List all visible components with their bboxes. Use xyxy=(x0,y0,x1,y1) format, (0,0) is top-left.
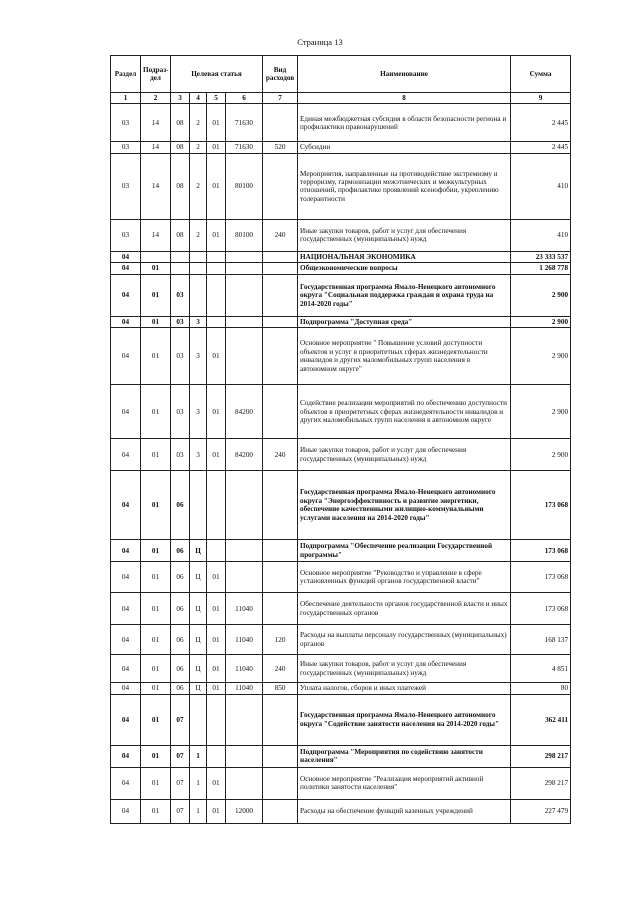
cs1-cell: 07 xyxy=(171,799,190,823)
podrazdel-cell: 01 xyxy=(141,655,171,683)
razdel-cell: 03 xyxy=(111,142,141,153)
name-cell: Государственная программа Ямало-Ненецкого автономного округа "Социальная поддержка граждан и охрана труда на 2014-2020 годы" xyxy=(298,274,511,316)
sum-cell: 227 479 xyxy=(511,799,571,823)
cs1-cell xyxy=(171,251,190,262)
podrazdel-cell: 14 xyxy=(141,219,171,251)
table-row xyxy=(111,767,571,799)
cs4-cell: 11040 xyxy=(226,683,263,694)
sum-cell: 2 900 xyxy=(511,316,571,327)
cs2-cell: Ц xyxy=(190,593,207,625)
cs3-cell: 01 xyxy=(207,767,226,799)
table-row xyxy=(111,471,571,540)
name-cell: Расходы на обеспечение функций казенных учреждений xyxy=(298,799,511,823)
podrazdel-cell: 01 xyxy=(141,471,171,540)
vid-cell: 520 xyxy=(263,142,298,153)
name-cell: Подпрограмма "Обеспечение реализации Государственной программы" xyxy=(298,540,511,562)
razdel-cell: 04 xyxy=(111,251,141,262)
name-cell: Иные закупки товаров, работ и услуг для обеспечения государственных (муниципальных) нужд xyxy=(298,219,511,251)
cs2-cell xyxy=(190,694,207,745)
razdel-cell: 04 xyxy=(111,439,141,471)
table-row xyxy=(111,799,571,823)
header-vid-raskhodov: Вид расходов xyxy=(263,56,298,93)
razdel-cell: 04 xyxy=(111,767,141,799)
cs1-cell: 08 xyxy=(171,153,190,219)
cs2-cell: 2 xyxy=(190,142,207,153)
cs1-cell: 07 xyxy=(171,767,190,799)
table-row xyxy=(111,274,571,316)
cs3-cell: 01 xyxy=(207,142,226,153)
cs2-cell: Ц xyxy=(190,562,207,593)
razdel-cell: 04 xyxy=(111,799,141,823)
cs2-cell: Ц xyxy=(190,625,207,655)
sum-cell: 173 068 xyxy=(511,471,571,540)
podrazdel-cell: 01 xyxy=(141,439,171,471)
sum-cell: 1 268 778 xyxy=(511,263,571,274)
cs1-cell: 06 xyxy=(171,562,190,593)
podrazdel-cell: 01 xyxy=(141,385,171,439)
name-cell: Расходы на выплаты персоналу государственных (муниципальных) органов xyxy=(298,625,511,655)
cs2-cell: Ц xyxy=(190,540,207,562)
col-number: 2 xyxy=(141,93,171,104)
cs4-cell xyxy=(226,562,263,593)
razdel-cell: 04 xyxy=(111,471,141,540)
razdel-cell: 04 xyxy=(111,385,141,439)
cs4-cell: 71630 xyxy=(226,142,263,153)
cs1-cell: 03 xyxy=(171,274,190,316)
cs2-cell xyxy=(190,263,207,274)
name-cell: Основное мероприятие "Руководство и управление в сфере установленных функций органов государственной власти" xyxy=(298,562,511,593)
cs4-cell xyxy=(226,745,263,767)
sum-cell: 2 900 xyxy=(511,385,571,439)
razdel-cell: 04 xyxy=(111,745,141,767)
podrazdel-cell: 01 xyxy=(141,263,171,274)
cs3-cell xyxy=(207,745,226,767)
name-cell: Подпрограмма "Мероприятия по содействию занятости населения" xyxy=(298,745,511,767)
podrazdel-cell: 01 xyxy=(141,593,171,625)
cs2-cell: 2 xyxy=(190,104,207,142)
vid-cell xyxy=(263,274,298,316)
cs1-cell: 03 xyxy=(171,439,190,471)
name-cell: Содействие реализации мероприятий по обеспечению доступности объектов в приоритетных сферах жизнедеятельности инвалидов и других маломобильных групп населения в автономном округе xyxy=(298,385,511,439)
table-row xyxy=(111,540,571,562)
table-row xyxy=(111,683,571,694)
vid-cell xyxy=(263,745,298,767)
table-row xyxy=(111,439,571,471)
podrazdel-cell: 01 xyxy=(141,683,171,694)
vid-cell xyxy=(263,471,298,540)
podrazdel-cell: 01 xyxy=(141,328,171,385)
cs2-cell xyxy=(190,471,207,540)
name-cell: Государственная программа Ямало-Ненецкого автономного округа "Содействие занятости населения на 2014-2020 годы" xyxy=(298,694,511,745)
cs3-cell: 01 xyxy=(207,625,226,655)
header-razdel: Раздел xyxy=(111,56,141,93)
cs3-cell xyxy=(207,471,226,540)
cs3-cell xyxy=(207,263,226,274)
name-cell: Государственная программа Ямало-Ненецкого автономного округа "Энергоэффективность и развитие энергетики, обеспечение качественными жилищно-коммунальными услугами населения на 2014-2020 годы" xyxy=(298,471,511,540)
table-row xyxy=(111,263,571,274)
podrazdel-cell: 01 xyxy=(141,625,171,655)
table-row xyxy=(111,625,571,655)
sum-cell: 410 xyxy=(511,219,571,251)
sum-cell: 4 851 xyxy=(511,655,571,683)
razdel-cell: 04 xyxy=(111,263,141,274)
table-row xyxy=(111,694,571,745)
vid-cell xyxy=(263,694,298,745)
cs4-cell: 84200 xyxy=(226,385,263,439)
sum-cell: 2 445 xyxy=(511,142,571,153)
cs2-cell: 1 xyxy=(190,745,207,767)
cs3-cell xyxy=(207,694,226,745)
name-cell: Иные закупки товаров, работ и услуг для обеспечения государственных (муниципальных) нужд xyxy=(298,439,511,471)
cs2-cell: 3 xyxy=(190,316,207,327)
table-row xyxy=(111,219,571,251)
name-cell: Субсидии xyxy=(298,142,511,153)
podrazdel-cell: 01 xyxy=(141,799,171,823)
vid-cell xyxy=(263,562,298,593)
column-number-row xyxy=(111,93,571,104)
podrazdel-cell: 01 xyxy=(141,694,171,745)
vid-cell xyxy=(263,104,298,142)
cs1-cell xyxy=(171,263,190,274)
cs4-cell: 11040 xyxy=(226,593,263,625)
table-row xyxy=(111,153,571,219)
vid-cell xyxy=(263,263,298,274)
vid-cell: 240 xyxy=(263,655,298,683)
col-number: 7 xyxy=(263,93,298,104)
name-cell: Основное мероприятие " Повышение условий доступности объектов и услуг в приоритетных сферах жизнедеятельности инвалидов и других маломобильных групп населения в автономном округе" xyxy=(298,328,511,385)
razdel-cell: 03 xyxy=(111,104,141,142)
cs1-cell: 06 xyxy=(171,540,190,562)
vid-cell xyxy=(263,593,298,625)
podrazdel-cell: 01 xyxy=(141,562,171,593)
cs4-cell xyxy=(226,328,263,385)
cs3-cell: 01 xyxy=(207,562,226,593)
cs1-cell: 08 xyxy=(171,104,190,142)
table-row xyxy=(111,562,571,593)
col-number: 6 xyxy=(226,93,263,104)
table-row xyxy=(111,316,571,327)
vid-cell xyxy=(263,328,298,385)
vid-cell xyxy=(263,316,298,327)
cs1-cell: 08 xyxy=(171,142,190,153)
cs1-cell: 03 xyxy=(171,328,190,385)
podrazdel-cell xyxy=(141,251,171,262)
sum-cell: 23 333 537 xyxy=(511,251,571,262)
vid-cell: 240 xyxy=(263,439,298,471)
cs1-cell: 06 xyxy=(171,593,190,625)
razdel-cell: 04 xyxy=(111,540,141,562)
vid-cell: 850 xyxy=(263,683,298,694)
cs3-cell xyxy=(207,274,226,316)
cs3-cell: 01 xyxy=(207,153,226,219)
cs4-cell xyxy=(226,471,263,540)
sum-cell: 2 900 xyxy=(511,328,571,385)
sum-cell: 173 068 xyxy=(511,593,571,625)
cs3-cell: 01 xyxy=(207,655,226,683)
podrazdel-cell: 01 xyxy=(141,316,171,327)
table-row xyxy=(111,745,571,767)
table-row xyxy=(111,593,571,625)
vid-cell: 240 xyxy=(263,219,298,251)
razdel-cell: 04 xyxy=(111,683,141,694)
cs4-cell: 11040 xyxy=(226,655,263,683)
razdel-cell: 04 xyxy=(111,274,141,316)
cs4-cell: 80100 xyxy=(226,219,263,251)
table-row xyxy=(111,655,571,683)
vid-cell: 120 xyxy=(263,625,298,655)
cs3-cell xyxy=(207,540,226,562)
sum-cell: 2 900 xyxy=(511,439,571,471)
name-cell: Основное мероприятие "Реализация мероприятий активной политики занятости населения" xyxy=(298,767,511,799)
sum-cell: 298 217 xyxy=(511,767,571,799)
vid-cell xyxy=(263,385,298,439)
sum-cell: 362 411 xyxy=(511,694,571,745)
razdel-cell: 04 xyxy=(111,562,141,593)
name-cell: Иные закупки товаров, работ и услуг для обеспечения государственных (муниципальных) нужд xyxy=(298,655,511,683)
sum-cell: 2 900 xyxy=(511,274,571,316)
cs3-cell: 01 xyxy=(207,799,226,823)
col-number: 9 xyxy=(511,93,571,104)
razdel-cell: 04 xyxy=(111,593,141,625)
cs1-cell: 06 xyxy=(171,625,190,655)
podrazdel-cell: 01 xyxy=(141,767,171,799)
razdel-cell: 03 xyxy=(111,153,141,219)
cs1-cell: 07 xyxy=(171,694,190,745)
vid-cell xyxy=(263,153,298,219)
table-row xyxy=(111,385,571,439)
table-row xyxy=(111,104,571,142)
cs2-cell: Ц xyxy=(190,683,207,694)
podrazdel-cell: 01 xyxy=(141,540,171,562)
razdel-cell: 03 xyxy=(111,219,141,251)
cs2-cell: Ц xyxy=(190,655,207,683)
name-cell: Мероприятия, направленные на противодействие экстремизму и терроризму, гармонизации межэтнических и межкультурных отношений, профилактике проявлений ксенофобии, укреплению толерантности xyxy=(298,153,511,219)
cs1-cell: 03 xyxy=(171,385,190,439)
cs3-cell: 01 xyxy=(207,683,226,694)
header-celevaya-statya: Целевая статья xyxy=(171,56,263,93)
col-number: 3 xyxy=(171,93,190,104)
razdel-cell: 04 xyxy=(111,655,141,683)
sum-cell: 410 xyxy=(511,153,571,219)
name-cell: НАЦИОНАЛЬНАЯ ЭКОНОМИКА xyxy=(298,251,511,262)
podrazdel-cell: 01 xyxy=(141,745,171,767)
cs2-cell: 3 xyxy=(190,385,207,439)
table-row xyxy=(111,251,571,262)
cs2-cell: 1 xyxy=(190,767,207,799)
header-naimenovanie: Наименование xyxy=(298,56,511,93)
vid-cell xyxy=(263,251,298,262)
cs2-cell: 1 xyxy=(190,799,207,823)
cs4-cell: 11040 xyxy=(226,625,263,655)
cs4-cell xyxy=(226,767,263,799)
cs2-cell: 2 xyxy=(190,219,207,251)
razdel-cell: 04 xyxy=(111,694,141,745)
cs3-cell xyxy=(207,316,226,327)
cs3-cell: 01 xyxy=(207,104,226,142)
col-number: 1 xyxy=(111,93,141,104)
name-cell: Общеэкономические вопросы xyxy=(298,263,511,274)
cs3-cell xyxy=(207,251,226,262)
cs3-cell: 01 xyxy=(207,328,226,385)
cs1-cell: 03 xyxy=(171,316,190,327)
name-cell: Уплата налогов, сборов и иных платежей xyxy=(298,683,511,694)
budget-table xyxy=(110,55,571,824)
cs1-cell: 07 xyxy=(171,745,190,767)
cs4-cell xyxy=(226,694,263,745)
sum-cell: 173 068 xyxy=(511,540,571,562)
cs3-cell: 01 xyxy=(207,385,226,439)
header-podrazdel: Подраз-дел xyxy=(141,56,171,93)
podrazdel-cell: 14 xyxy=(141,104,171,142)
name-cell: Подпрограмма "Доступная среда" xyxy=(298,316,511,327)
cs4-cell: 80100 xyxy=(226,153,263,219)
cs1-cell: 08 xyxy=(171,219,190,251)
sum-cell: 168 137 xyxy=(511,625,571,655)
cs1-cell: 06 xyxy=(171,655,190,683)
page-label: Страница 13 xyxy=(297,37,343,47)
cs2-cell xyxy=(190,251,207,262)
table-row xyxy=(111,328,571,385)
cs3-cell: 01 xyxy=(207,439,226,471)
vid-cell xyxy=(263,799,298,823)
col-number: 5 xyxy=(207,93,226,104)
sum-cell: 173 068 xyxy=(511,562,571,593)
razdel-cell: 04 xyxy=(111,625,141,655)
sum-cell: 80 xyxy=(511,683,571,694)
header-summa: Сумма xyxy=(511,56,571,93)
sum-cell: 298 217 xyxy=(511,745,571,767)
cs4-cell xyxy=(226,251,263,262)
cs4-cell: 71630 xyxy=(226,104,263,142)
razdel-cell: 04 xyxy=(111,328,141,385)
cs1-cell: 06 xyxy=(171,683,190,694)
sum-cell: 2 445 xyxy=(511,104,571,142)
cs3-cell: 01 xyxy=(207,593,226,625)
vid-cell xyxy=(263,540,298,562)
podrazdel-cell: 14 xyxy=(141,142,171,153)
name-cell: Единая межбюджетная субсидия в области безопасности региона и профилактики правонарушений xyxy=(298,104,511,142)
cs3-cell: 01 xyxy=(207,219,226,251)
cs4-cell xyxy=(226,316,263,327)
cs4-cell xyxy=(226,263,263,274)
cs4-cell xyxy=(226,540,263,562)
cs1-cell: 06 xyxy=(171,471,190,540)
cs2-cell: 3 xyxy=(190,439,207,471)
razdel-cell: 04 xyxy=(111,316,141,327)
podrazdel-cell: 01 xyxy=(141,274,171,316)
cs4-cell: 12000 xyxy=(226,799,263,823)
cs2-cell xyxy=(190,274,207,316)
col-number: 8 xyxy=(298,93,511,104)
cs2-cell: 2 xyxy=(190,153,207,219)
cs2-cell: 3 xyxy=(190,328,207,385)
name-cell: Обеспечение деятельности органов государственной власти и иных государственных органов xyxy=(298,593,511,625)
table-row xyxy=(111,142,571,153)
table-body xyxy=(111,104,571,823)
cs4-cell: 84200 xyxy=(226,439,263,471)
col-number: 4 xyxy=(190,93,207,104)
vid-cell xyxy=(263,767,298,799)
cs4-cell xyxy=(226,274,263,316)
podrazdel-cell: 14 xyxy=(141,153,171,219)
